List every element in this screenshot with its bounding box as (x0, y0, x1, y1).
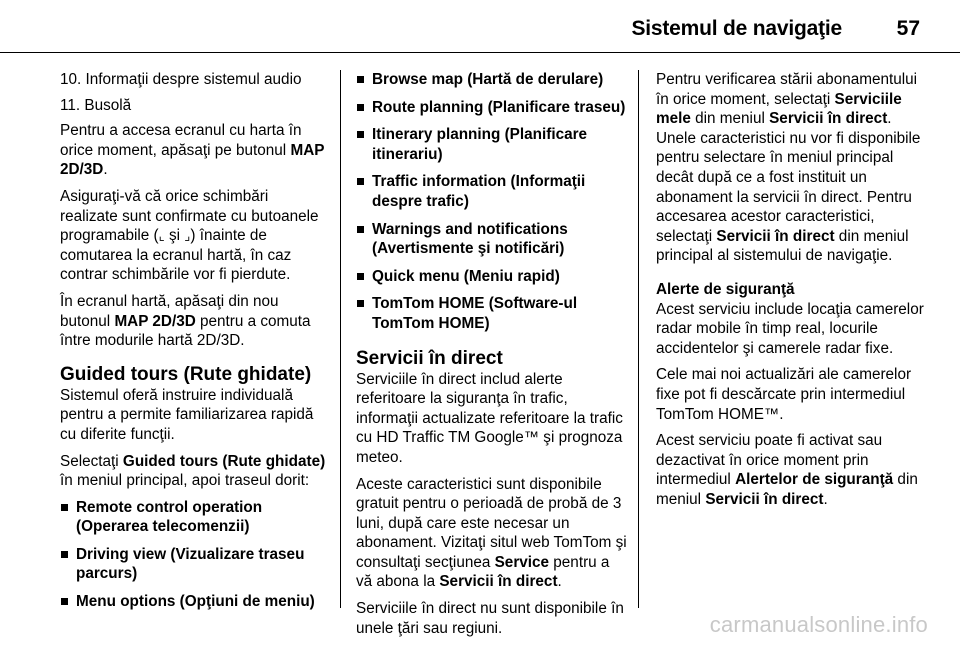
paragraph: Aceste caracteristici sunt disponibile gratuit pentru o perioadă de probă de 3 luni, după care este necesar un abonament. Vizitaţi situl web TomTom şi consultaţi secţiunea Service pentru a vă abona la Servicii în direct. (356, 475, 627, 591)
list-item: 11. Busolă (60, 96, 132, 114)
list-item: Warnings and notifications (Avertismente şi notificări) (356, 220, 628, 259)
bullet-list (356, 70, 628, 334)
numbered-list (60, 70, 330, 115)
list-item: Route planning (Planificare traseu) (356, 98, 628, 118)
watermark: carmanualsonline.info (709, 612, 928, 637)
list-item: Traffic information (Informaţii despre trafic) (356, 172, 628, 211)
bullet-square-icon (357, 76, 364, 83)
bullet-square-icon (357, 178, 364, 185)
paragraph: Acest serviciu poate fi activat sau dezactivat în orice moment prin intermediul Alertelor de siguranţă din meniul Servicii în direct. (656, 432, 918, 508)
paragraph: Serviciile în direct includ alerte referitoare la siguranţa în trafic, informaţii actualizate referitoare la trafic cu HD Traffic TM Google™ şi prognoza meteo. (356, 370, 623, 466)
list-item: Driving view (Vizualizare traseu parcurs) (60, 545, 330, 584)
list-item: TomTom HOME (Software-ul TomTom HOME) (356, 294, 628, 333)
heading-live-services: Servicii în direct (356, 347, 503, 369)
bullet-list (60, 498, 330, 612)
column-divider-right (638, 70, 639, 608)
paragraph: Cele mai noi actualizări ale camerelor fixe pot fi descărcate prin intermediul TomTom HOME™. (656, 366, 912, 423)
heading-guided-tours: Guided tours (Rute ghidate) (60, 363, 312, 385)
paragraph: În ecranul hartă, apăsaţi din nou butonul MAP 2D/3D pentru a comuta între modurile hartă 2D/3D. (60, 292, 311, 350)
list-item: Quick menu (Meniu rapid) (356, 267, 628, 287)
paragraph: Asiguraţi-vă că orice schimbări realizate sunt confirmate cu butoanele programabile (⌞ şi ⌟) înainte de comutarea la ecranul hartă, în caz contrar schimbările vor fi pierdute. (60, 187, 319, 284)
list-item: Browse map (Hartă de derulare) (356, 70, 628, 90)
softkey-left-icon: ⌞ (158, 228, 165, 244)
bullet-square-icon (61, 504, 68, 511)
column-2 (356, 70, 628, 645)
list-item: 10. Informaţii despre sistemul audio (60, 71, 302, 88)
subheading-safety-alerts: Alerte de siguranţă (656, 280, 795, 298)
page-number: 57 (896, 17, 920, 40)
paragraph: Pentru verificarea stării abonamentului în orice moment, selectaţi Serviciile mele din meniul Servicii în direct. Unele caracteristici nu vor fi disponibile pentru selectare în meniul principal decât după ce a fost instituit un abonament la servicii în direct. Pentru accesarea acestor caracteristici, selectaţi Servicii în direct din meniul principal al sistemului de navigaţie. (656, 71, 921, 265)
column-3 (656, 70, 924, 516)
bullet-square-icon (357, 226, 364, 233)
bullet-square-icon (357, 104, 364, 111)
paragraph: Selectaţi Guided tours (Rute ghidate) în meniul principal, apoi traseul dorit: (60, 452, 326, 490)
list-item: Itinerary planning (Planificare itinerariu) (356, 125, 628, 164)
bullet-square-icon (357, 300, 364, 307)
bullet-square-icon (61, 551, 68, 558)
list-item: Menu options (Opţiuni de meniu) (60, 592, 330, 612)
bullet-square-icon (357, 131, 364, 138)
paragraph: Acest serviciu include locaţia camerelor radar mobile în timp real, locurile accidentelor şi camerele radar fixe. (656, 300, 924, 357)
bullet-square-icon (61, 598, 68, 605)
paragraph: Serviciile în direct nu sunt disponibile în unele ţări sau regiuni. (356, 600, 624, 637)
paragraph: Sistemul oferă instruire individuală pentru a permite familiarizarea rapidă cu diferite funcţii. (60, 386, 314, 443)
softkey-right-icon: ⌟ (184, 228, 191, 244)
section-title: Sistemul de navigaţie (631, 17, 842, 40)
column-1 (60, 70, 330, 620)
page-header (0, 0, 960, 53)
bullet-square-icon (357, 273, 364, 280)
column-divider-left (340, 70, 341, 608)
list-item: Remote control operation (Operarea telecomenzii) (60, 498, 330, 537)
paragraph: Pentru a accesa ecranul cu harta în orice moment, apăsaţi pe butonul MAP 2D/3D. (60, 122, 325, 179)
